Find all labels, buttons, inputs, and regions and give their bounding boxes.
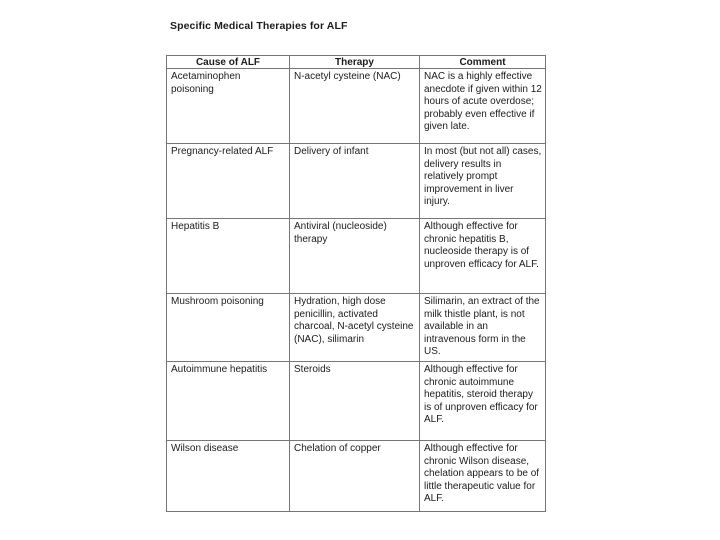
cell-cause: Mushroom poisoning <box>167 294 290 362</box>
column-header-therapy: Therapy <box>290 56 420 69</box>
column-header-comment: Comment <box>420 56 546 69</box>
cell-therapy: Steroids <box>290 361 420 440</box>
table-row <box>167 219 546 294</box>
cell-therapy: Antiviral (nucleoside) therapy <box>290 219 420 294</box>
cell-therapy: N-acetyl cysteine (NAC) <box>290 69 420 144</box>
table-row <box>167 361 546 440</box>
cell-cause: Acetaminophen poisoning <box>167 69 290 144</box>
cell-therapy: Hydration, high dose penicillin, activated charcoal, N-acetyl cysteine (NAC), silimarin <box>290 294 420 362</box>
cell-comment: Although effective for chronic autoimmune hepatitis, steroid therapy is of unproven efficacy for ALF. <box>420 361 546 440</box>
page-title: Specific Medical Therapies for ALF <box>170 20 348 32</box>
cell-comment: NAC is a highly effective anecdote if given within 12 hours of acute overdose; probably even effective if given late. <box>420 69 546 144</box>
cell-cause: Hepatitis B <box>167 219 290 294</box>
table-row <box>167 294 546 362</box>
cell-comment: In most (but not all) cases, delivery results in relatively prompt improvement in liver injury. <box>420 144 546 219</box>
cell-cause: Wilson disease <box>167 440 290 511</box>
cell-therapy: Chelation of copper <box>290 440 420 511</box>
column-header-cause: Cause of ALF <box>167 56 290 69</box>
table-header-row <box>167 56 546 69</box>
cell-cause: Autoimmune hepatitis <box>167 361 290 440</box>
cell-comment: Silimarin, an extract of the milk thistle plant, is not available in an intravenous form in the US. <box>420 294 546 362</box>
table-row <box>167 69 546 144</box>
table-row <box>167 144 546 219</box>
therapies-table <box>166 55 546 512</box>
cell-comment: Although effective for chronic Wilson disease, chelation appears to be of little therapeutic value for ALF. <box>420 440 546 511</box>
cell-therapy: Delivery of infant <box>290 144 420 219</box>
table-row <box>167 440 546 511</box>
cell-comment: Although effective for chronic hepatitis B, nucleoside therapy is of unproven efficacy for ALF. <box>420 219 546 294</box>
cell-cause: Pregnancy-related ALF <box>167 144 290 219</box>
